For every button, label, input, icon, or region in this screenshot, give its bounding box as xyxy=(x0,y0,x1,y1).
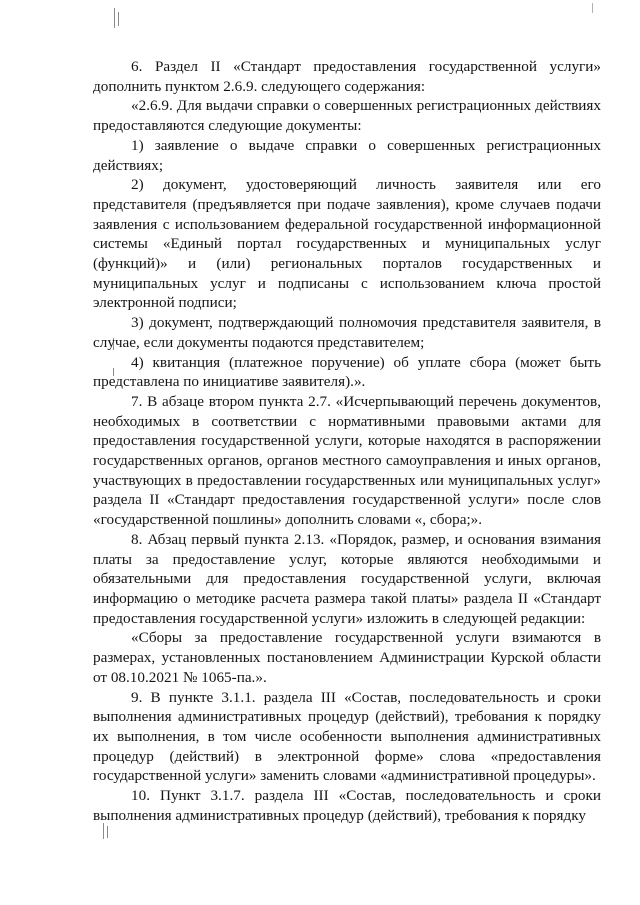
list-item-2: 2) документ, удостоверяющий личность заявителя или его представителя (предъявляется при подаче заявления), кроме случаев подачи заявления с использованием федеральной государственной информационной системы «Единый портал государственных и муниципальных услуг (функций)» и (или) региональных порталов государственных и муниципальных услуг и подписаны с использованием ключа простой электронной подписи; xyxy=(93,176,601,312)
scan-artifact-right xyxy=(592,3,593,13)
paragraph-6: 6. Раздел II «Стандарт предоставления государственной услуги» дополнить пунктом 2.6.9. следующего содержания: xyxy=(93,58,601,95)
list-item-4: 4) квитанция (платежное поручение) об уплате сбора (может быть представлена по инициативе заявителя).». xyxy=(93,353,601,391)
paragraph-8: 8. Абзац первый пункта 2.13. «Порядок, размер, и основания взимания платы за предоставление услуг, которые являются необходимыми и обязательными для предоставления государственной услуги, включая информацию о методике расчета размера такой платы» раздела II «Стандарт предоставления государственной услуги» изложить в следующей редакции: xyxy=(93,530,601,627)
list-item-3: 3) документ, подтверждающий полномочия представителя заявителя, в случае, если документы подаются представителем; xyxy=(93,314,601,351)
paragraph-2-6-9-intro: «2.6.9. Для выдачи справки о совершенных регистрационных действиях предоставляются следующие документы: xyxy=(93,97,601,135)
scan-artifact-top-1 xyxy=(114,8,115,28)
paragraph-8-quote: «Сборы за предоставление государственной услуги взимаются в размерах, установленных постановлением Администрации Курской области от 08.10.2021 № 1065-па.». xyxy=(93,629,601,686)
document-body xyxy=(93,57,601,825)
paragraph-10: 10. Пункт 3.1.7. раздела III «Состав, последовательность и сроки выполнения административных процедур (действий), требования к порядку xyxy=(93,787,601,824)
scan-artifact-bottom-2 xyxy=(107,826,108,838)
scan-artifact-top-2 xyxy=(118,12,119,26)
paragraph-9: 9. В пункте 3.1.1. раздела III «Состав, последовательность и сроки выполнения административных процедур (действий), требования к порядку их выполнения, в том числе особенности выполнения административных процедур (действий) в электронной форме» слова «предоставления государственной услуги» заменить словами «административной процедуры». xyxy=(93,688,601,785)
paragraph-7: 7. В абзаце втором пункта 2.7. «Исчерпывающий перечень документов, необходимых в соответствии с нормативными правовыми актами для предоставления государственной услуги, которые находятся в распоряжении государственных органов, органов местного самоуправления и иных органов, участвующих в предоставлении государственных или муниципальных услуг» раздела II «Стандарт предоставления государственной услуги» после слов «государственной пошлины» дополнить словами «, сбора;». xyxy=(93,392,601,529)
list-item-1: 1) заявление о выдаче справки о совершенных регистрационных действиях; xyxy=(93,136,601,174)
